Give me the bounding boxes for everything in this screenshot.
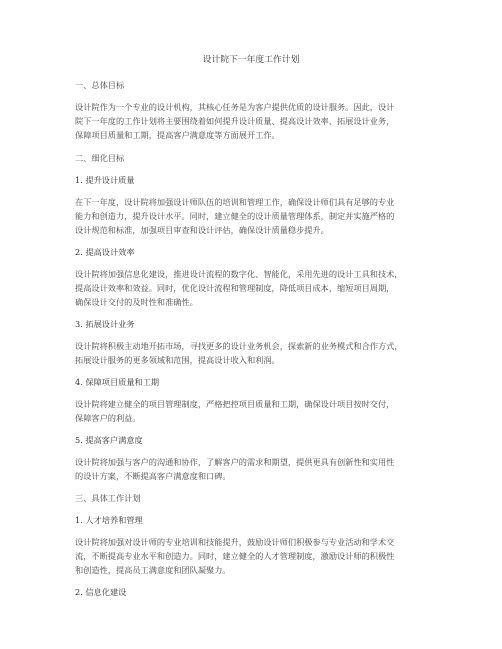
paragraph-line: 和创造性，提高员工满意度和团队凝聚力。 — [75, 565, 231, 575]
paragraph-line: 保障客户的利益。 — [75, 413, 141, 423]
paragraph-line: 设计院将加强与客户的沟通和协作，了解客户的需求和期望，提供更具有创新性和实用性 — [75, 457, 395, 467]
paragraph-line: 院下一年度的工作计划将主要围绕着如何提升设计质量、提高设计效率、拓展设计业务， — [75, 116, 395, 126]
paragraph-line: 保障项目质量和工期，提高客户满意度等方面展开工作。 — [75, 130, 280, 140]
paragraph-line: 设计院将加强信息化建设，推进设计流程的数字化、智能化，采用先进的设计工具和技术， — [75, 269, 403, 279]
paragraph-line: 拓展设计服务的更多领域和范围，提高设计收入和利润。 — [75, 355, 280, 365]
paragraph-line: 设计院将加强对设计师的专业培训和技能提升，鼓励设计师们积极参与专业活动和学术交 — [75, 537, 395, 547]
subsection-heading: 5. 提高客户满意度 — [75, 435, 143, 445]
section-heading: 二、细化目标 — [75, 153, 125, 163]
paragraph-line: 设计院将积极主动地开拓市场，寻找更多的设计业务机会，探索新的业务模式和合作方式， — [75, 341, 403, 351]
paragraph-line: 设计规范和标准，加强项目审查和设计评估，确保设计质量稳步提升。 — [75, 225, 329, 235]
paragraph-line: 确保设计交付的及时性和准确性。 — [75, 297, 198, 307]
section-heading: 三、具体工作计划 — [75, 493, 141, 503]
subsection-heading: 2. 提高设计效率 — [75, 247, 135, 257]
subsection-heading: 3. 拓展设计业务 — [75, 319, 135, 329]
subsection-heading: 4. 保障项目质量和工期 — [75, 377, 160, 387]
subsection-heading: 1. 人才培养和管理 — [75, 515, 143, 525]
subsection-heading: 1. 提升设计质量 — [75, 175, 135, 185]
paragraph-line: 能力和创造力，提升设计水平。同时，建立健全的设计质量管理体系，制定并实施严格的 — [75, 211, 395, 221]
paragraph-line: 设计院作为一个专业的设计机构，其核心任务是为客户提供优质的设计服务。因此，设计 — [75, 102, 395, 112]
paragraph-line: 在下一年度，设计院将加强设计师队伍的培训和管理工作，确保设计师们具有足够的专业 — [75, 197, 395, 207]
subsection-heading: 2. 信息化建设 — [75, 587, 127, 597]
paragraph-line: 的设计方案，不断提高客户满意度和口碑。 — [75, 471, 231, 481]
paragraph-line: 设计院将建立健全的项目管理制度，严格把控项目质量和工期，确保设计项目按时交付， — [75, 399, 395, 409]
paragraph-line: 提高设计效率和效益。同时，优化设计流程和管理制度，降低项目成本，缩短项目周期， — [75, 283, 395, 293]
paragraph-line: 流，不断提高专业水平和创造力。同时，建立健全的人才管理制度，激励设计师的积极性 — [75, 551, 395, 561]
document-title: 设计院下一年度工作计划 — [202, 55, 300, 65]
section-heading: 一、总体目标 — [75, 80, 125, 90]
